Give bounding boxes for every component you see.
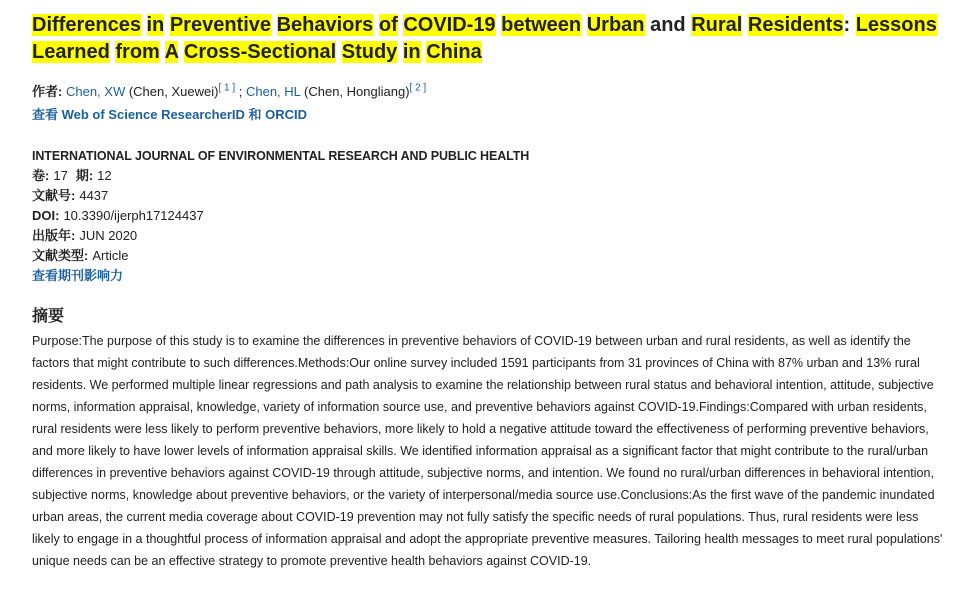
- title-part: in: [146, 14, 165, 36]
- journal-name: INTERNATIONAL JOURNAL OF ENVIRONMENTAL RESEARCH AND PUBLIC HEALTH: [32, 149, 530, 163]
- title-part: of: [378, 14, 398, 36]
- author-affiliation-ref[interactable]: [ 1 ]: [218, 82, 236, 94]
- abstract-heading: 摘要: [32, 308, 65, 325]
- pub-year-value: JUN 2020: [79, 228, 138, 243]
- title-part: [160, 41, 165, 63]
- pub-year-label: 出版年:: [32, 228, 76, 243]
- title-part: [164, 14, 170, 36]
- title-part: Differences: [32, 14, 141, 36]
- author-line: [32, 83, 944, 101]
- title-part: [271, 14, 277, 36]
- article-number-row: [32, 186, 944, 206]
- volume-label: 卷:: [32, 168, 50, 183]
- issue-label: 期:: [75, 168, 94, 183]
- title-part: Rural: [691, 14, 743, 36]
- article-number-value: 4437: [79, 188, 109, 203]
- volume-value: 17: [53, 168, 68, 183]
- author-full-name: (Chen, Hongliang): [300, 84, 410, 99]
- journal-impact-row: [32, 266, 944, 286]
- doc-type-row: [32, 246, 944, 266]
- article-number-label: 文献号:: [32, 188, 76, 203]
- title-part: Residents: [747, 14, 844, 36]
- author-separator: ;: [235, 84, 246, 99]
- author-link-chen-xw[interactable]: Chen, XW: [65, 84, 126, 99]
- title-part: A: [164, 41, 179, 63]
- title-part: Learned: [32, 41, 110, 63]
- author-full-name: (Chen, Xuewei): [125, 84, 219, 99]
- title-part: Lessons: [855, 14, 937, 36]
- title-part: from: [115, 41, 160, 63]
- doc-type-value: Article: [92, 248, 129, 263]
- researcher-id-row: [32, 106, 944, 124]
- record-page: [32, 12, 944, 572]
- author-link-chen-hl[interactable]: Chen, HL: [245, 84, 301, 99]
- title-part: and: [644, 14, 692, 36]
- title-part: in: [402, 41, 421, 63]
- title-part: [581, 14, 587, 36]
- volume-issue-row: [32, 166, 944, 186]
- doi-label: DOI:: [32, 208, 60, 223]
- source-info: [32, 146, 944, 286]
- authors-label: 作者:: [32, 84, 63, 99]
- title-part: Cross-Sectional: [183, 41, 337, 63]
- title-part: :: [843, 14, 856, 36]
- author-affiliation-ref[interactable]: [ 2 ]: [409, 82, 427, 94]
- doc-type-label: 文献类型:: [32, 248, 89, 263]
- pub-year-row: [32, 226, 944, 246]
- article-title: [32, 12, 944, 66]
- title-part: Urban: [586, 14, 645, 36]
- title-part: Preventive: [169, 14, 272, 36]
- title-part: Behaviors: [276, 14, 374, 36]
- title-part: [141, 14, 147, 36]
- title-part: [336, 41, 342, 63]
- doi-row: [32, 206, 944, 226]
- doi-value: 10.3390/ijerph17124437: [63, 208, 204, 223]
- title-part: Study: [341, 41, 398, 63]
- abstract-text: Purpose:The purpose of this study is to examine the differences in preventive behaviors of COVID-19 between urban and rural residents, as well as identify the factors that might contribute to such differences.Methods:Our online survey included 1591 participants from 31 provinces of China with 87% urban and 13% rural residents. We performed multiple linear regressions and path analysis to examine the relationship between rural status and behavioral intention, attitude, subjective norms, information appraisal, knowledge, variety of information source use, and preventive behaviors against COVID-19.Findings:Compared with urban residents, rural residents were less likely to perform preventive behaviors, more likely to hold a negative attitude toward the effectiveness of performing preventive behaviors, and more likely to have lower levels of information appraisal skills. We identified information appraisal as a significant factor that might contribute to the rural/urban differences in preventive behaviors against COVID-19 through attitude, subjective norms, and intention. We found no rural/urban differences in behavioral intention, subjective norms, knowledge about preventive behaviors, or the variety of interpersonal/media source use.Conclusions:As the first wave of the pandemic inundated urban areas, the current media coverage about COVID-19 prevention may not fully satisfy the specific needs of rural populations. Thus, rural residents were less likely to engage in a thoughtful process of information appraisal and adopt the appropriate preventive measures. Tailoring health messages to meet rural populations' unique needs can be an effective strategy to promote preventive health behaviors against COVID-19.: [32, 334, 943, 568]
- title-part: COVID-19: [403, 14, 496, 36]
- view-journal-impact-link[interactable]: 查看期刊影响力: [32, 268, 124, 283]
- title-part: China: [426, 41, 482, 63]
- view-researcherid-orcid-link[interactable]: 查看 Web of Science ResearcherID 和 ORCID: [32, 107, 308, 122]
- issue-value: 12: [97, 168, 112, 183]
- title-part: between: [501, 14, 582, 36]
